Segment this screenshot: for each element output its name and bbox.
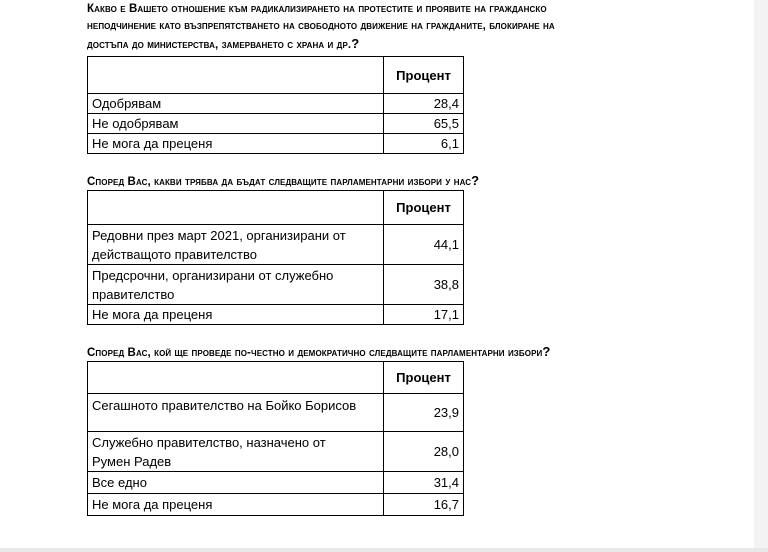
row-label-line-1: Редовни през март 2021, организирани от: [92, 227, 346, 243]
table-row: [88, 362, 464, 394]
table-row: [88, 57, 464, 94]
row-label-line-1: Предсрочни, организирани от служебно: [92, 267, 334, 283]
header-percent: Процент: [384, 191, 464, 225]
row-value: 31,4: [384, 472, 464, 494]
question-1-line-1: Какво е Вашето отношение към радикализирането на протестите и проявите на гражданско: [87, 3, 547, 15]
table-row: [88, 94, 464, 114]
table-row: [88, 394, 464, 432]
question-1: [87, 1, 687, 54]
row-value: 23,9: [384, 394, 464, 432]
header-empty-cell: [88, 57, 384, 94]
row-label: Одобрявам: [88, 94, 384, 114]
question-2-mark: ?: [471, 173, 480, 188]
header-percent: Процент: [384, 362, 464, 394]
header-empty-cell: [88, 362, 384, 394]
question-2-line-1: Според Вас, какви трябва да бъдат следващите парламентарни избори у нас: [87, 176, 472, 188]
table-3: [87, 361, 464, 516]
table-row: [88, 472, 464, 494]
question-2: [87, 172, 687, 191]
table-row: [88, 305, 464, 325]
row-label: [88, 225, 384, 265]
row-value: 17,1: [384, 305, 464, 325]
row-label-line-1: Служебно правителство, назначено от: [92, 434, 326, 450]
question-1-line-2: неподчинение като възпрепятстването на свободното движение на гражданите, блокиране на: [87, 20, 555, 32]
row-label: Не мога да преценя: [88, 494, 384, 516]
table-row: [88, 225, 464, 265]
table-1: [87, 56, 464, 154]
table-row: [88, 191, 464, 225]
row-value: 65,5: [384, 114, 464, 134]
row-label: Сегашното правителство на Бойко Борисов: [88, 394, 384, 432]
table-row: [88, 134, 464, 154]
row-value: 44,1: [384, 225, 464, 265]
row-label: Не мога да преценя: [88, 134, 384, 154]
row-label: Не мога да преценя: [88, 305, 384, 325]
question-3: [87, 343, 687, 362]
header-percent: Процент: [384, 57, 464, 94]
page-edge-shade: [754, 0, 768, 552]
page-bottom-edge: [0, 548, 768, 552]
row-value: 6,1: [384, 134, 464, 154]
row-label: Не одобрявам: [88, 114, 384, 134]
row-value: 38,8: [384, 265, 464, 305]
row-label: [88, 432, 384, 472]
row-label-line-2: правителство: [92, 286, 175, 302]
row-label-line-2: Румен Радев: [92, 453, 172, 469]
row-label: [88, 265, 384, 305]
table-row: [88, 114, 464, 134]
table-row: [88, 494, 464, 516]
row-value: 28,4: [384, 94, 464, 114]
table-row: [88, 432, 464, 472]
row-label-line-2: действащото правителство: [92, 246, 257, 262]
question-3-mark: ?: [542, 344, 551, 359]
question-3-line-1: Според Вас, кой ще проведе по-честно и демократично следващите парламентарни избори: [87, 347, 543, 359]
row-value: 16,7: [384, 494, 464, 516]
header-empty-cell: [88, 191, 384, 225]
row-value: 28,0: [384, 432, 464, 472]
question-1-mark: ?: [351, 36, 360, 51]
table-row: [88, 265, 464, 305]
question-1-line-3: достъпа до министерства, замерването с храна и др.: [87, 39, 352, 51]
row-label: Все едно: [88, 472, 384, 494]
table-2: [87, 190, 464, 325]
